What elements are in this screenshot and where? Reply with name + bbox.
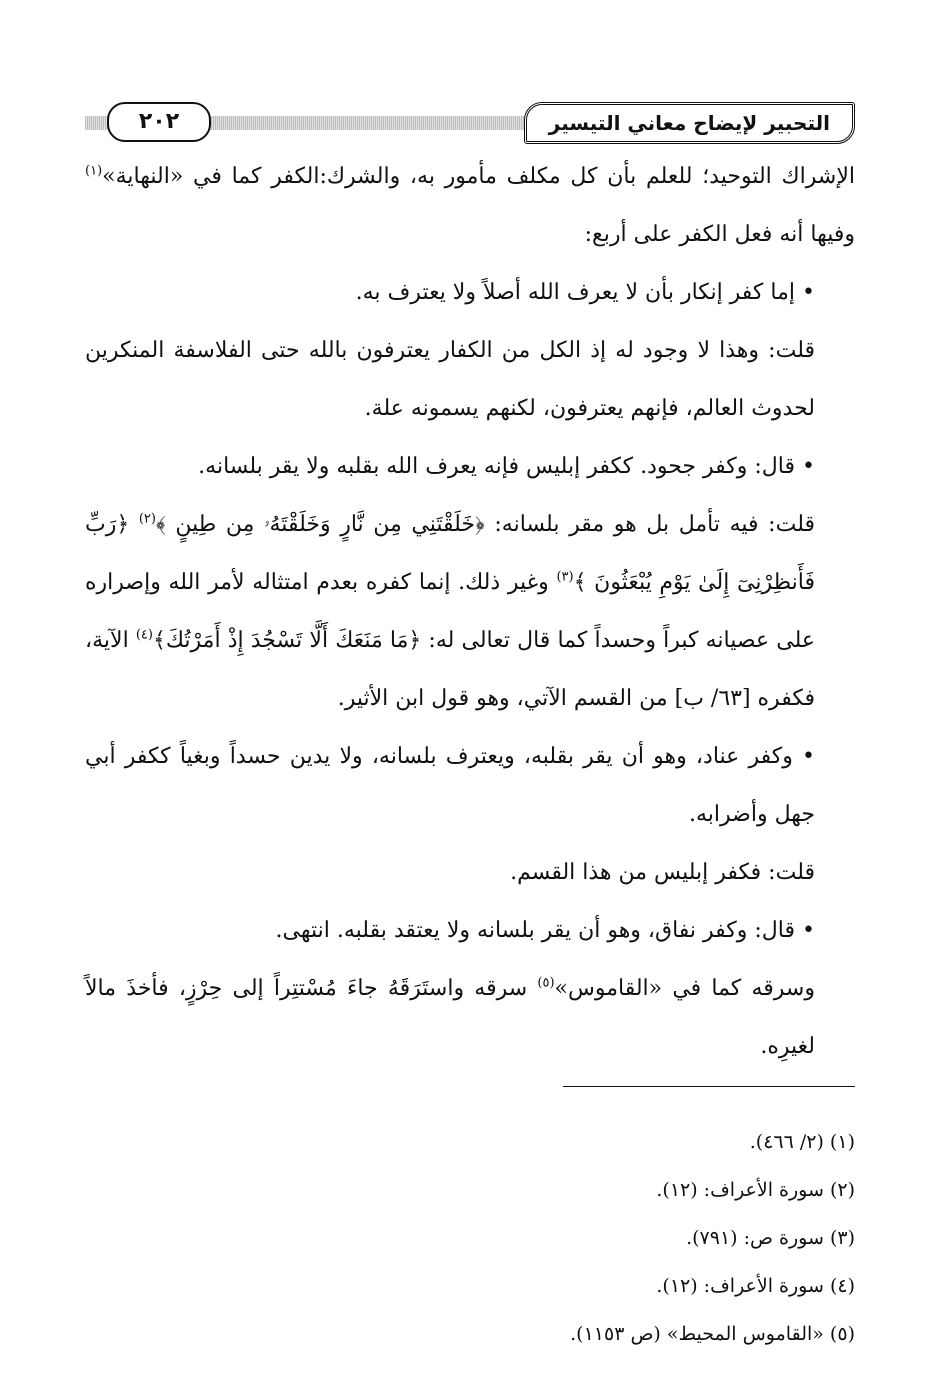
paragraph-text: قال: وكفر جحود. ككفر إبليس فإنه يعرف الله بقلبه ولا يقر بلسانه. bbox=[198, 454, 796, 479]
paragraph bbox=[85, 496, 855, 728]
page-number: ٢٠٢ bbox=[107, 102, 211, 142]
footnote-ref: (٥) bbox=[537, 975, 555, 991]
footnote-divider bbox=[563, 1086, 855, 1087]
book-title: التحبير لإيضاح معاني التيسير bbox=[524, 102, 855, 144]
paragraph-text: وغير ذلك. إنما كفره بعدم امتثاله لأمر الله وإصراره على عصيانه كبراً وحسداً كما قال تعالى له: ﴿مَا مَنَعَكَ أَلَّا تَسْجُدَ إِذْ أَمَرْتُكَ﴾ bbox=[85, 570, 815, 653]
footnote: (٣) سورة ص: (٧٩١). bbox=[686, 1227, 855, 1249]
paragraph-text: إما كفر إنكار بأن لا يعرف الله أصلاً ولا يعترف به. bbox=[355, 280, 796, 305]
list-item bbox=[85, 264, 855, 322]
footnote: (٤) سورة الأعراف: (١٢). bbox=[656, 1275, 855, 1297]
footnote-ref: (٤) bbox=[135, 627, 153, 643]
paragraph-text: قلت: فكفر إبليس من هذا القسم. bbox=[510, 860, 815, 885]
footnotes bbox=[85, 1118, 855, 1358]
footnote-ref: (٣) bbox=[556, 569, 574, 585]
footnote: (١) (٢/ ٤٦٦). bbox=[749, 1131, 855, 1153]
paragraph-text: قال: وكفر نفاق، وهو أن يقر بلسانه ولا يعتقد بقلبه. انتهى. bbox=[275, 918, 796, 943]
paragraph-text: وفيها أنه فعل الكفر على أربع: bbox=[584, 222, 855, 247]
paragraph bbox=[85, 148, 855, 264]
paragraph-text: قلت: وهذا لا وجود له إذ الكل من الكفار يعترفون بالله حتى الفلاسفة المنكرين لحدوث العالم، فإنهم يعترفون، لكنهم يسمونه علة. bbox=[85, 338, 815, 421]
paragraph-text: وكفر عناد، وهو أن يقر بقلبه، ويعترف بلسانه، ولا يدين حسداً وبغياً ككفر أبي جهل وأضرابه. bbox=[85, 744, 815, 827]
list-item bbox=[85, 902, 855, 960]
running-header bbox=[85, 100, 855, 144]
paragraph-text: وسرقه كما في «القاموس» bbox=[554, 976, 815, 1001]
footnote: (٥) «القاموس المحيط» (ص ١١٥٣). bbox=[570, 1323, 855, 1345]
main-text bbox=[85, 148, 855, 1076]
paragraph-text: سرقه واستَرَقَهُ جاءَ مُسْتتِراً إلى حِرْزٍ، فأخذَ مالاً لغيرِه. bbox=[85, 976, 815, 1059]
paragraph-text: الآية، فكفره [٦٣/ ب] من القسم الآتي، وهو قول ابن الأثير. bbox=[85, 628, 815, 711]
paragraph-text: الإشراك التوحيد؛ للعلم بأن كل مكلف مأمور به، والشرك:الكفر كما في «النهاية» bbox=[102, 164, 855, 189]
footnote: (٢) سورة الأعراف: (١٢). bbox=[656, 1179, 855, 1201]
footnote-ref: (٢) bbox=[138, 511, 156, 527]
paragraph-text: ﴿رَبِّ فَأَنظِرْنِىٓ إِلَىٰ يَوْمِ يُبْعَثُونَ ﴾ bbox=[85, 512, 815, 595]
paragraph bbox=[85, 960, 855, 1076]
list-item bbox=[85, 438, 855, 496]
paragraph bbox=[85, 322, 855, 438]
footnote-ref: (١) bbox=[85, 163, 103, 179]
list-item bbox=[85, 728, 855, 844]
paragraph-text: قلت: فيه تأمل بل هو مقر بلسانه: ﴿خَلَقْتَنِي مِن نَّارٍ وَخَلَقْتَهُۥ مِن طِينٍ ﴾ bbox=[155, 512, 815, 537]
paragraph bbox=[85, 844, 855, 902]
